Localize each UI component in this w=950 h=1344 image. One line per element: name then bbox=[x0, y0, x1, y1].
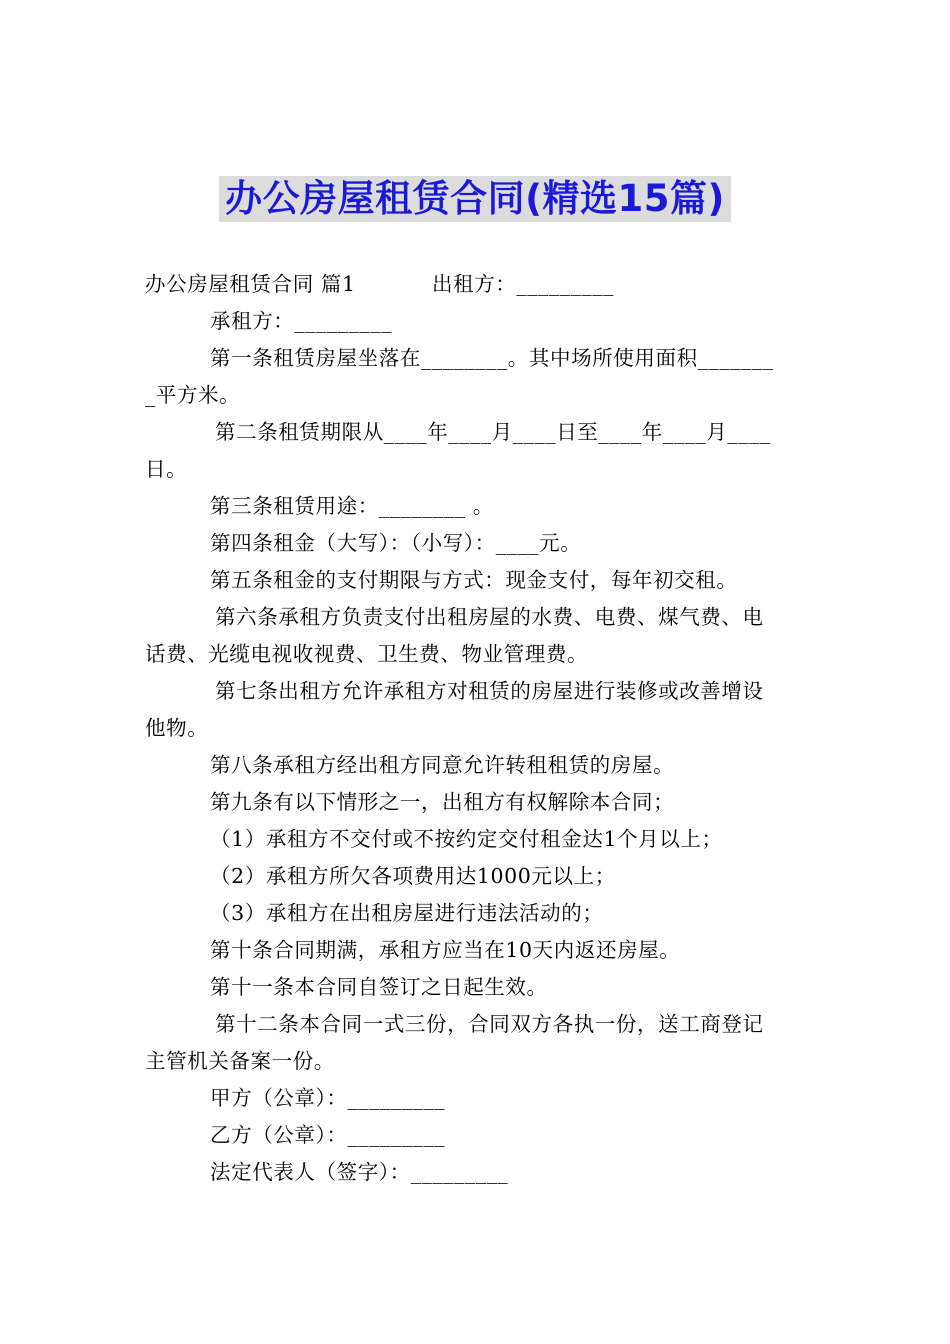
party-b-seal: 乙方（公章）：_________ bbox=[210, 1123, 446, 1147]
clause-9: 第九条有以下情形之一，出租方有权解除本合同； bbox=[210, 790, 675, 814]
party-a-seal: 甲方（公章）：_________ bbox=[210, 1086, 446, 1110]
body-line bbox=[145, 266, 807, 303]
clause-7: 第七条出租方允许承租方对租赁的房屋进行装修或改善增设 bbox=[215, 679, 764, 703]
clause-6: 第六条承租方负责支付出租房屋的水费、电费、煤气费、电 bbox=[215, 605, 764, 629]
clause-12: 第十二条本合同一式三份，合同双方各执一份，送工商登记 bbox=[215, 1012, 764, 1036]
legal-representative-signature: 法定代表人（签字）：_________ bbox=[210, 1160, 509, 1184]
lessee-field: 承租方：_________ bbox=[210, 309, 393, 333]
clause-9-item-2: （2）承租方所欠各项费用达1000元以上； bbox=[210, 864, 616, 888]
clause-7-cont: 他物。 bbox=[145, 716, 209, 740]
lessor-field: 出租方：_________ bbox=[432, 272, 615, 296]
clause-8: 第八条承租方经出租方同意允许转租租赁的房屋。 bbox=[210, 753, 675, 777]
clause-2-cont: 日。 bbox=[145, 457, 188, 481]
clause-10: 第十条合同期满，承租方应当在10天内返还房屋。 bbox=[210, 938, 681, 962]
clause-1-cont: _平方米。 bbox=[145, 383, 241, 407]
clause-1: 第一条租赁房屋坐落在________。其中场所使用面积_______ bbox=[210, 346, 774, 370]
clause-12-cont: 主管机关备案一份。 bbox=[145, 1049, 335, 1073]
title-container bbox=[0, 176, 950, 222]
document-body bbox=[145, 266, 807, 1191]
document-title: 办公房屋租赁合同(精选15篇) bbox=[219, 176, 731, 222]
section-heading: 办公房屋租赁合同 篇1 bbox=[145, 272, 356, 296]
clause-9-item-3: （3）承租方在出租房屋进行违法活动的； bbox=[210, 901, 604, 925]
clause-2: 第二条租赁期限从____年____月____日至____年____月____ bbox=[215, 420, 771, 444]
clause-5: 第五条租金的支付期限与方式：现金支付，每年初交租。 bbox=[210, 568, 738, 592]
clause-3: 第三条租赁用途：________ 。 bbox=[210, 494, 494, 518]
clause-9-item-1: （1）承租方不交付或不按约定交付租金达1个月以上； bbox=[210, 827, 723, 851]
clause-6-cont: 话费、光缆电视收视费、卫生费、物业管理费。 bbox=[145, 642, 589, 666]
clause-11: 第十一条本合同自签订之日起生效。 bbox=[210, 975, 548, 999]
clause-4: 第四条租金（大写）：（小写）：____元。 bbox=[210, 531, 582, 555]
